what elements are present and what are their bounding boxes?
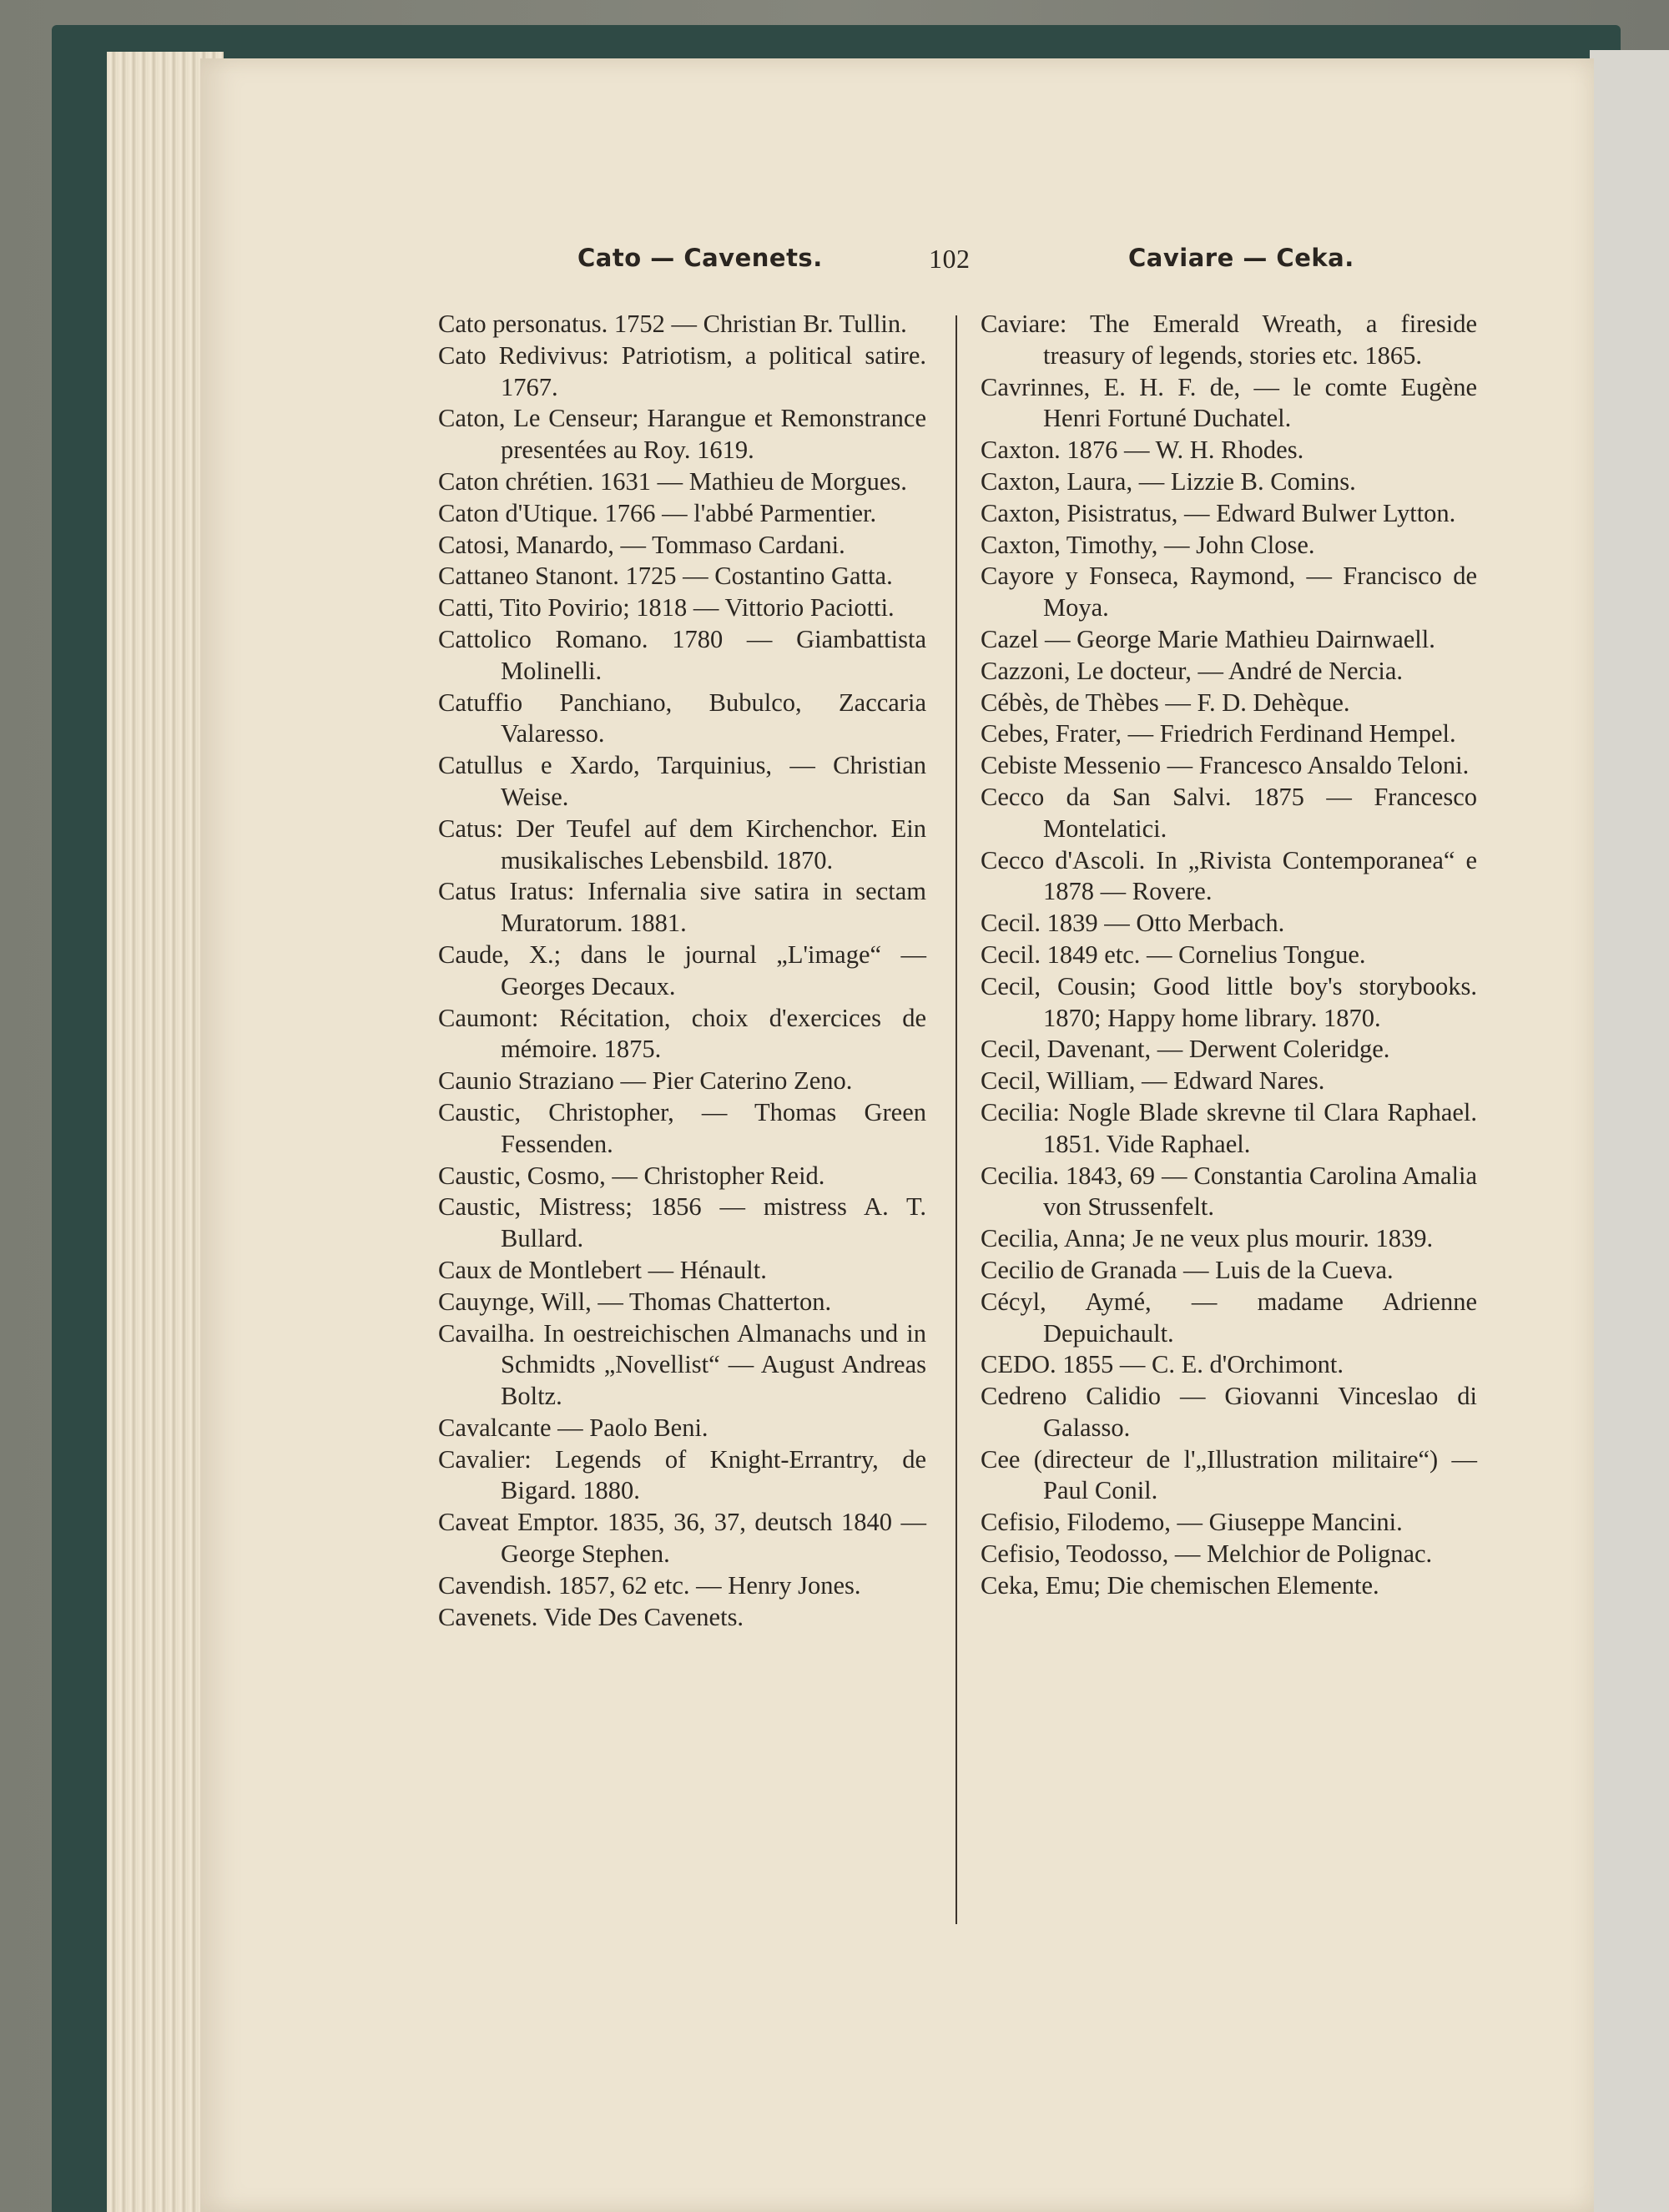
index-entry: Cavendish. 1857, 62 etc. — Henry Jones.	[438, 1570, 861, 1600]
index-entry: Cedreno Calidio — Giovanni Vinceslao di Galasso.	[981, 1382, 1477, 1442]
index-entry: Cavalier: Legends of Knight-Errantry, de Bigard. 1880.	[438, 1444, 926, 1505]
index-entry: Cecil. 1839 — Otto Merbach.	[981, 909, 1285, 938]
index-entry: Caton d'Utique. 1766 — l'abbé Parmentier.	[438, 498, 877, 527]
index-entry: Cecilia, Anna; Je ne veux plus mourir. 1839.	[981, 1224, 1434, 1253]
index-entry: Ceka, Emu; Die chemischen Elemente.	[981, 1570, 1379, 1600]
right-column	[981, 309, 1477, 1602]
page-number: 102	[929, 244, 971, 274]
index-entry: Cecco da San Salvi. 1875 — Francesco Montelatici.	[981, 782, 1477, 843]
index-entry: Caude, X.; dans le journal „L'image“ — Georges Decaux.	[438, 940, 926, 1000]
index-entry: Caustic, Christopher, — Thomas Green Fessenden.	[438, 1097, 926, 1158]
index-entry: Cecil, Davenant, — Derwent Coleridge.	[981, 1035, 1390, 1064]
index-entry: Catullus e Xardo, Tarquinius, — Christian Weise.	[438, 751, 926, 811]
index-entry: Caustic, Mistress; 1856 — mistress A. T. Bullard.	[438, 1192, 926, 1253]
index-entry: Cazel — George Marie Mathieu Dairnwaell.	[981, 624, 1435, 653]
index-entry: Cecil, William, — Edward Nares.	[981, 1066, 1325, 1096]
index-entry: Cattaneo Stanont. 1725 — Costantino Gatta.	[438, 562, 893, 591]
index-entry: Caux de Montlebert — Hénault.	[438, 1255, 767, 1284]
index-entry: Cee (directeur de l'„Illustration militaire“) — Paul Conil.	[981, 1444, 1477, 1505]
index-entry: Caxton, Laura, — Lizzie B. Comins.	[981, 466, 1356, 496]
index-entry: Cecil, Cousin; Good little boy's storybooks. 1870; Happy home library. 1870.	[981, 971, 1477, 1032]
index-entry: Cecilia. 1843, 69 — Constantia Carolina Amalia von Strussenfelt.	[981, 1161, 1477, 1222]
left-column	[438, 309, 926, 1633]
index-entry: Cefisio, Teodosso, — Melchior de Polignac.	[981, 1539, 1433, 1569]
index-entry: Caxton, Timothy, — John Close.	[981, 530, 1315, 559]
index-entry: Caunio Straziano — Pier Caterino Zeno.	[438, 1066, 853, 1096]
index-entry: Cefisio, Filodemo, — Giuseppe Mancini.	[981, 1508, 1403, 1537]
index-entry: Cayore y Fonseca, Raymond, — Francisco de Moya.	[981, 562, 1477, 622]
index-entry: Cauynge, Will, — Thomas Chatterton.	[438, 1287, 832, 1316]
index-entry: Caviare: The Emerald Wreath, a fireside treasury of legends, stories etc. 1865.	[981, 310, 1477, 370]
index-entry: Caustic, Cosmo, — Christopher Reid.	[438, 1161, 825, 1190]
index-entry: Cato personatus. 1752 — Christian Br. Tullin.	[438, 310, 907, 338]
index-entry: Cattolico Romano. 1780 — Giambattista Molinelli.	[438, 624, 926, 685]
index-entry: Catuffio Panchiano, Bubulco, Zaccaria Valaresso.	[438, 688, 926, 748]
index-entry: Catus Iratus: Infernalia sive satira in sectam Muratorum. 1881.	[438, 877, 926, 938]
index-entry: Cebes, Frater, — Friedrich Ferdinand Hempel.	[981, 719, 1456, 748]
index-entry: Cavalcante — Paolo Beni.	[438, 1413, 708, 1442]
index-entry: Cébès, de Thèbes — F. D. Dehèque.	[981, 688, 1350, 717]
running-head-left: Cato — Cavenets.	[577, 244, 823, 272]
running-head-right: Caviare — Ceka.	[1128, 244, 1354, 272]
index-entry: Cebiste Messenio — Francesco Ansaldo Teloni.	[981, 751, 1470, 780]
index-entry: Cazzoni, Le docteur, — André de Nercia.	[981, 656, 1404, 685]
index-entry: Cecco d'Ascoli. In „Rivista Contemporanea“ e 1878 — Rovere.	[981, 845, 1477, 906]
index-entry: Caton, Le Censeur; Harangue et Remonstrance presentées au Roy. 1619.	[438, 404, 926, 465]
index-entry: Cato Redivivus: Patriotism, a political satire. 1767.	[438, 340, 926, 401]
column-divider	[956, 315, 957, 1924]
scan-margin	[1590, 50, 1669, 2212]
index-entry: Cavailha. In oestreichischen Almanachs und in Schmidts „Novellist“ — August Andreas Boltz.	[438, 1318, 926, 1411]
index-entry: Caumont: Récitation, choix d'exercices de mémoire. 1875.	[438, 1003, 926, 1064]
index-entry: Caxton. 1876 — W. H. Rhodes.	[981, 436, 1304, 465]
index-entry: CEDO. 1855 — C. E. d'Orchimont.	[981, 1350, 1344, 1379]
index-entry: Caton chrétien. 1631 — Mathieu de Morgues.	[438, 466, 907, 496]
index-entry: Cécyl, Aymé, — madame Adrienne Depuichault.	[981, 1287, 1477, 1348]
index-entry: Catti, Tito Povirio; 1818 — Vittorio Paciotti.	[438, 593, 895, 622]
index-entry: Cecilio de Granada — Luis de la Cueva.	[981, 1255, 1394, 1284]
index-entry: Caxton, Pisistratus, — Edward Bulwer Lytton.	[981, 498, 1456, 527]
index-entry: Caveat Emptor. 1835, 36, 37, deutsch 1840 — George Stephen.	[438, 1508, 926, 1569]
index-entry: Catosi, Manardo, — Tommaso Cardani.	[438, 530, 845, 559]
index-entry: Cecilia: Nogle Blade skrevne til Clara Raphael. 1851. Vide Raphael.	[981, 1097, 1477, 1158]
index-entry: Catus: Der Teufel auf dem Kirchenchor. Ein musikalisches Lebensbild. 1870.	[438, 814, 926, 874]
index-entry: Cavrinnes, E. H. F. de, — le comte Eugène Henri Fortuné Duchatel.	[981, 372, 1477, 433]
index-entry: Cecil. 1849 etc. — Cornelius Tongue.	[981, 940, 1366, 969]
index-entry: Cavenets. Vide Des Cavenets.	[438, 1602, 744, 1631]
